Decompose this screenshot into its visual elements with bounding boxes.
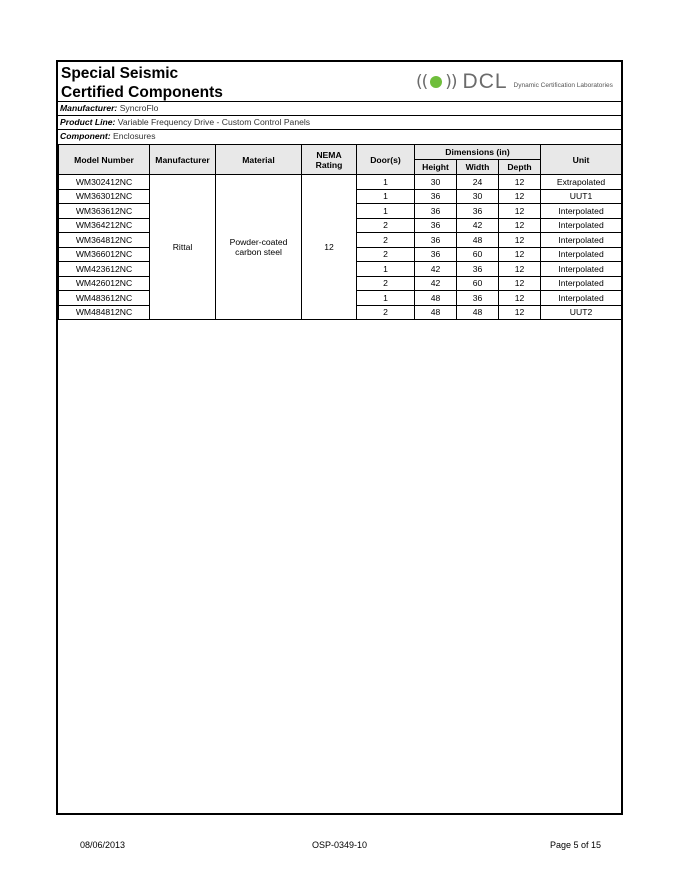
height-cell: 30: [415, 175, 457, 190]
doors-cell: 1: [357, 262, 415, 277]
product-line-value: Variable Frequency Drive - Custom Control Panels: [117, 117, 311, 127]
height-cell: 48: [415, 305, 457, 320]
width-cell: 48: [457, 305, 499, 320]
doors-cell: 2: [357, 247, 415, 262]
model-number-cell: WM366012NC: [59, 247, 150, 262]
manufacturer-row: [58, 101, 621, 114]
depth-cell: 12: [499, 204, 541, 219]
footer-date: 08/06/2013: [80, 840, 126, 850]
height-cell: 36: [415, 204, 457, 219]
doors-cell: 2: [357, 233, 415, 248]
model-number-cell: WM426012NC: [59, 276, 150, 291]
height-cell: 36: [415, 189, 457, 204]
material-line-2: carbon steel: [235, 247, 282, 257]
unit-cell: UUT2: [541, 305, 622, 320]
header-width: Width: [457, 160, 499, 175]
components-table: [58, 144, 622, 320]
header-depth: Depth: [499, 160, 541, 175]
width-cell: 24: [457, 175, 499, 190]
unit-cell: Extrapolated: [541, 175, 622, 190]
product-line-row: [58, 115, 621, 128]
width-cell: 60: [457, 276, 499, 291]
unit-cell: Interpolated: [541, 291, 622, 306]
doors-cell: 2: [357, 218, 415, 233]
width-cell: 36: [457, 262, 499, 277]
header-model-number: Model Number: [59, 145, 150, 175]
logo-text: DCL: [462, 70, 508, 93]
width-cell: 60: [457, 247, 499, 262]
header-unit: Unit: [541, 145, 622, 175]
header-doors: Door(s): [357, 145, 415, 175]
title-line-1: Special Seismic: [61, 65, 179, 82]
product-line-label: Product Line:: [60, 117, 116, 127]
logo-waves-left: ((: [416, 72, 428, 92]
manufacturer-label: Manufacturer:: [60, 103, 118, 113]
doors-cell: 2: [357, 276, 415, 291]
doors-cell: 1: [357, 204, 415, 219]
header-nema-rating: [302, 145, 357, 175]
model-number-cell: WM364812NC: [59, 233, 150, 248]
logo-subtext: Dynamic Certification Laboratories: [513, 81, 613, 89]
unit-cell: Interpolated: [541, 204, 622, 219]
component-value: Enclosures: [113, 131, 156, 141]
width-cell: 36: [457, 291, 499, 306]
document-frame: [56, 60, 623, 815]
width-cell: 42: [457, 218, 499, 233]
unit-cell: Interpolated: [541, 218, 622, 233]
width-cell: 48: [457, 233, 499, 248]
material-cell: [216, 175, 302, 320]
width-cell: 30: [457, 189, 499, 204]
depth-cell: 12: [499, 247, 541, 262]
doors-cell: 1: [357, 291, 415, 306]
header-nema-line2: Rating: [315, 159, 343, 170]
title-line-2: Certified Components: [61, 84, 223, 101]
doors-cell: 1: [357, 189, 415, 204]
depth-cell: 12: [499, 305, 541, 320]
dcl-logo: [416, 70, 613, 94]
model-number-cell: WM484812NC: [59, 305, 150, 320]
header-dimensions: Dimensions (in): [415, 145, 541, 160]
depth-cell: 12: [499, 175, 541, 190]
depth-cell: 12: [499, 276, 541, 291]
manufacturer-cell: Rittal: [150, 175, 216, 320]
doors-cell: 2: [357, 305, 415, 320]
height-cell: 42: [415, 276, 457, 291]
depth-cell: 12: [499, 233, 541, 248]
page-title: [61, 64, 223, 102]
height-cell: 36: [415, 247, 457, 262]
depth-cell: 12: [499, 262, 541, 277]
footer-page-number: Page 5 of 15: [550, 840, 602, 850]
model-number-cell: WM364212NC: [59, 218, 150, 233]
manufacturer-value: SyncroFlo: [119, 103, 159, 113]
material-line-1: Powder-coated: [229, 237, 288, 247]
height-cell: 42: [415, 262, 457, 277]
component-label: Component:: [60, 131, 111, 141]
height-cell: 36: [415, 218, 457, 233]
doors-cell: 1: [357, 175, 415, 190]
model-number-cell: WM363612NC: [59, 204, 150, 219]
depth-cell: 12: [499, 189, 541, 204]
model-number-cell: WM363012NC: [59, 189, 150, 204]
logo-dot-icon: [430, 76, 442, 88]
logo-waves-right: )): [445, 72, 457, 92]
table-row: [59, 175, 622, 190]
table-body: [59, 175, 622, 320]
unit-cell: Interpolated: [541, 233, 622, 248]
depth-cell: 12: [499, 218, 541, 233]
header-material: Material: [216, 145, 302, 175]
height-cell: 36: [415, 233, 457, 248]
height-cell: 48: [415, 291, 457, 306]
header-manufacturer: Manufacturer: [150, 145, 216, 175]
header-height: Height: [415, 160, 457, 175]
depth-cell: 12: [499, 291, 541, 306]
nema-rating-cell: 12: [302, 175, 357, 320]
model-number-cell: WM423612NC: [59, 262, 150, 277]
width-cell: 36: [457, 204, 499, 219]
footer-doc-id: OSP-0349-10: [312, 840, 368, 850]
unit-cell: Interpolated: [541, 247, 622, 262]
unit-cell: Interpolated: [541, 262, 622, 277]
unit-cell: UUT1: [541, 189, 622, 204]
unit-cell: Interpolated: [541, 276, 622, 291]
model-number-cell: WM483612NC: [59, 291, 150, 306]
model-number-cell: WM302412NC: [59, 175, 150, 190]
component-row: [58, 129, 621, 142]
header-nema-line1: NEMA: [316, 149, 342, 160]
